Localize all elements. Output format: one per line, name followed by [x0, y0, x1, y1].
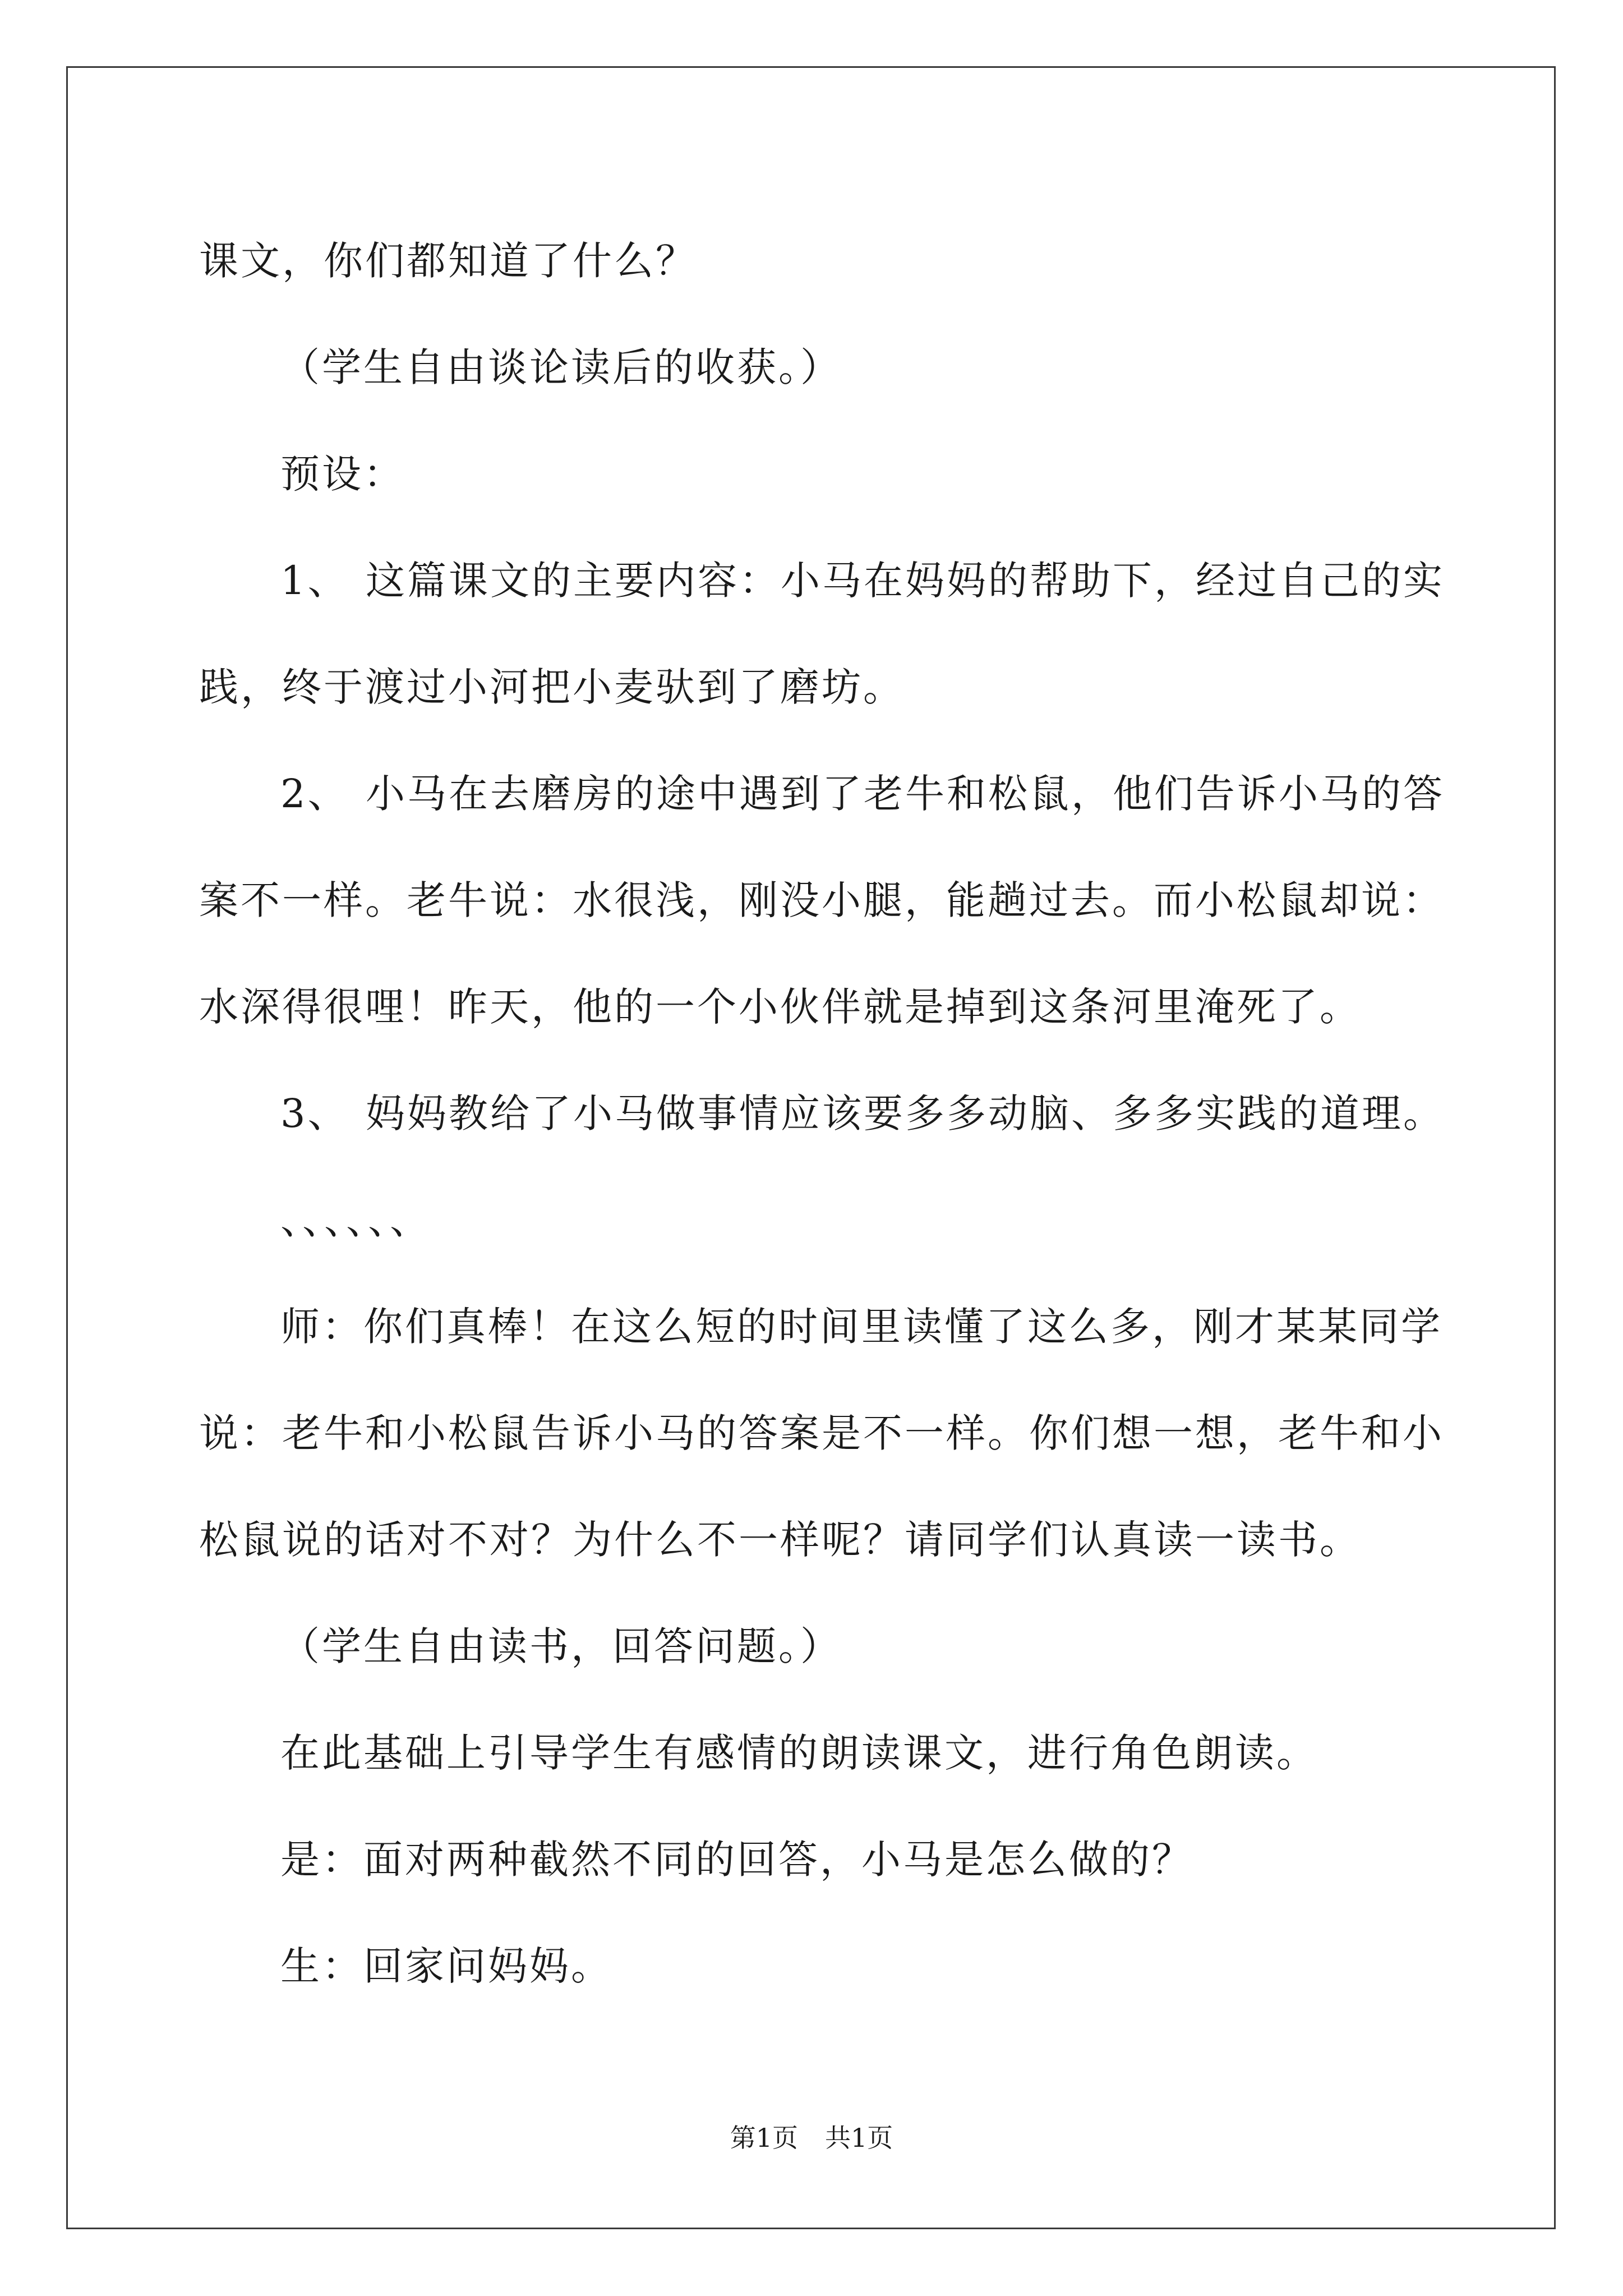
paragraph-line	[199, 421, 1422, 527]
line-text: （学生自由读书，回答问题。）	[280, 1623, 842, 1669]
line-text: 在此基础上引导学生有感情的朗读课文，进行角色朗读。	[280, 1730, 1318, 1776]
paragraph-line	[199, 1380, 1444, 1487]
paragraph-line	[199, 1806, 1422, 1913]
page-footer	[0, 2118, 1623, 2155]
document-body	[199, 208, 1445, 2019]
line-text: 生：回家问妈妈。	[280, 1943, 612, 1989]
line-text: 践，终于渡过小河把小麦驮到了磨坊。	[199, 664, 905, 710]
line-text: 师：你们真棒！在这么短的时间里读懂了这么多，刚才某某同学	[280, 1304, 1442, 1350]
paragraph-line	[199, 527, 1445, 634]
line-text: 说：老牛和小松鼠告诉小马的答案是不一样。你们想一想，老牛和小	[199, 1410, 1444, 1456]
line-text: 、、、、、、	[280, 1197, 431, 1243]
paragraph-line	[199, 634, 1422, 740]
line-text: 这篇课文的主要内容：小马在妈妈的帮助下，经过自己的实	[366, 558, 1445, 604]
paragraph-line	[199, 847, 1444, 954]
paragraph-line	[199, 1487, 1422, 1593]
line-text: 小马在去磨房的途中遇到了老牛和松鼠，他们告诉小马的答	[366, 771, 1445, 817]
list-number: 2、	[280, 771, 349, 817]
line-text: 预设：	[280, 451, 405, 497]
page-total: 共1页	[825, 2123, 893, 2153]
line-text: 松鼠说的话对不对？为什么不一样呢？请同学们认真读一读书。	[199, 1517, 1361, 1563]
paragraph-line	[199, 1167, 1422, 1273]
line-text: 案不一样。老牛说：水很浅，刚没小腿，能趟过去。而小松鼠却说：	[199, 877, 1444, 923]
line-text: 水深得很哩！昨天，他的一个小伙伴就是掉到这条河里淹死了。	[199, 984, 1361, 1030]
line-text: （学生自由谈论读后的收获。）	[280, 344, 842, 390]
list-number: 3、	[280, 1091, 349, 1137]
paragraph-line	[199, 1913, 1422, 2019]
paragraph-line	[199, 740, 1445, 847]
list-number: 1、	[280, 558, 349, 604]
paragraph-line	[199, 1700, 1422, 1806]
line-text: 课文，你们都知道了什么？	[199, 238, 697, 284]
line-text: 妈妈教给了小马做事情应该要多多动脑、多多实践的道理。	[366, 1091, 1445, 1137]
paragraph-line	[199, 1593, 1422, 1700]
line-text: 是：面对两种截然不同的回答，小马是怎么做的？	[280, 1837, 1193, 1883]
paragraph-line	[199, 314, 1422, 421]
paragraph-line	[199, 1273, 1442, 1380]
paragraph-line	[199, 954, 1422, 1060]
paragraph-line	[199, 208, 1422, 314]
paragraph-line	[199, 1060, 1445, 1167]
page-number: 第1页	[730, 2123, 798, 2153]
